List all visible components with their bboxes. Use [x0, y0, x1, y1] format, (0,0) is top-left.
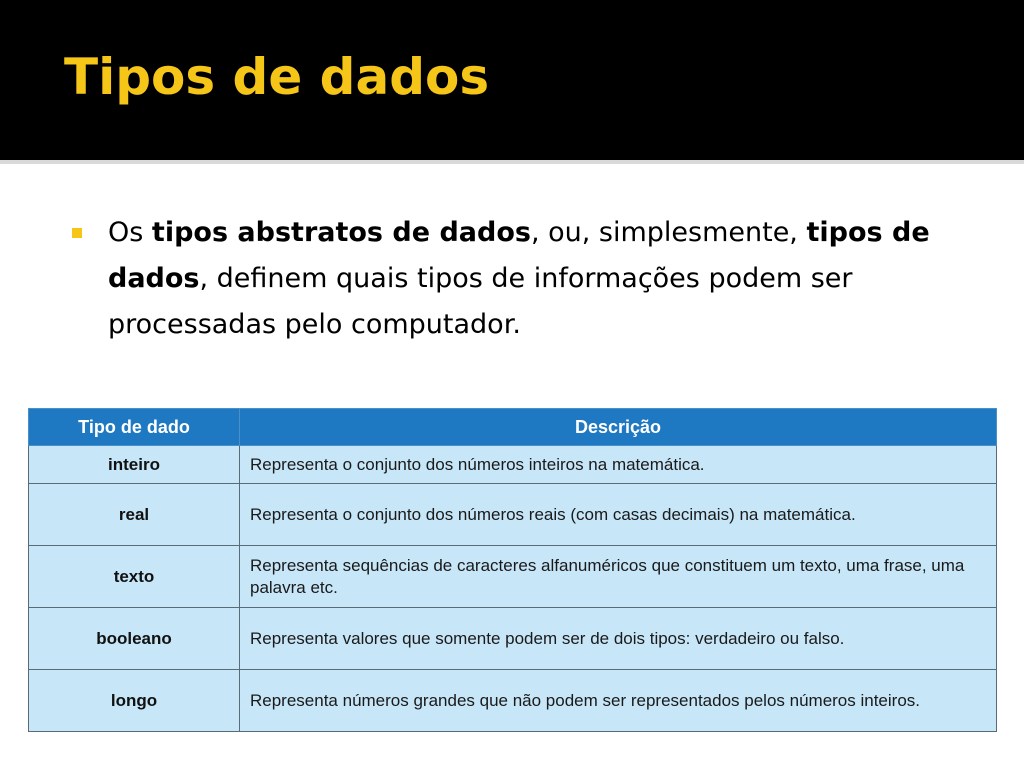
title-band: [0, 0, 1024, 160]
table-row: [29, 670, 997, 732]
table-header-row: [29, 409, 997, 446]
bullet-mid: , ou, simplesmente,: [530, 217, 807, 248]
type-cell: longo: [29, 670, 240, 732]
slide-content: [0, 168, 1024, 768]
bullet-suffix: , definem quais tipos de informações podem ser processadas pelo computador.: [108, 263, 853, 340]
description-cell: Representa sequências de caracteres alfanuméricos que constituem um texto, uma frase, uma palavra etc.: [240, 546, 997, 608]
table-row: [29, 546, 997, 608]
description-cell: Representa o conjunto dos números reais (com casas decimais) na matemática.: [240, 484, 997, 546]
type-cell: booleano: [29, 608, 240, 670]
slide-title: Tipos de dados: [64, 48, 490, 106]
table-row: [29, 608, 997, 670]
description-cell: Representa números grandes que não podem ser representados pelos números inteiros.: [240, 670, 997, 732]
header-descricao: Descrição: [240, 409, 997, 446]
type-cell: real: [29, 484, 240, 546]
bullet-prefix: Os: [108, 217, 152, 248]
table-row: [29, 484, 997, 546]
bullet-text: [108, 210, 972, 348]
description-cell: Representa valores que somente podem ser de dois tipos: verdadeiro ou falso.: [240, 608, 997, 670]
bullet-bold-term-1: tipos abstratos de dados: [151, 217, 531, 248]
type-cell: texto: [29, 546, 240, 608]
bullet-item: [72, 210, 972, 348]
table-row: [29, 446, 997, 484]
data-types-table-wrapper: [28, 408, 996, 732]
bullet-bold-term-2: tipos de dados: [108, 217, 930, 294]
header-tipo-de-dado: Tipo de dado: [29, 409, 240, 446]
square-bullet-icon: [72, 228, 82, 238]
description-cell: Representa o conjunto dos números inteiros na matemática.: [240, 446, 997, 484]
type-cell: inteiro: [29, 446, 240, 484]
data-types-table: [28, 408, 997, 732]
